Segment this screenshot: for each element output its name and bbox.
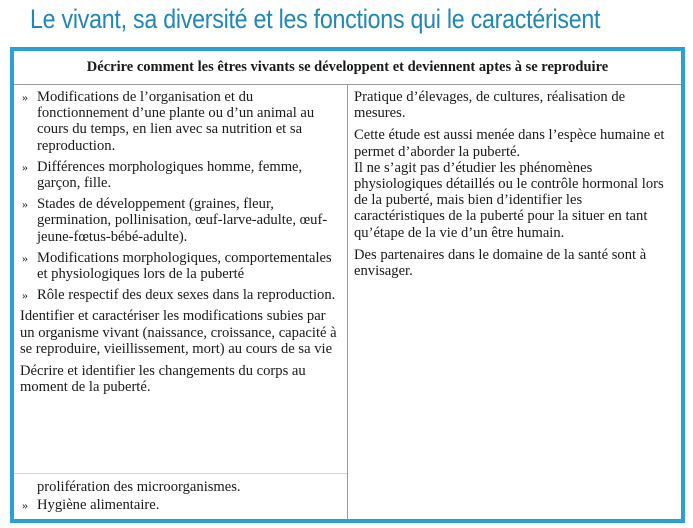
bullet-marker: » (22, 250, 28, 265)
list-item (20, 196, 342, 245)
list-item (20, 89, 342, 154)
paragraph: Identifier et caractériser les modifications subies par un organisme vivant (naissance, croissance, capacité à se reproduire, vieillissement, mort) au cours de sa vie (20, 308, 337, 357)
list-item-text: Hygiène alimentaire. (37, 497, 160, 513)
paragraph: Pratique d’élevages, de cultures, réalisation de mesures. (354, 89, 626, 122)
continued-text: prolifération des microorganismes. (37, 479, 241, 495)
list-item-text: Différences morphologiques homme, femme, garçon, fille. (37, 158, 303, 192)
list-item (20, 287, 342, 303)
left-column (20, 89, 342, 401)
paragraph: Décrire et identifier les changements du corps au moment de la puberté. (20, 363, 306, 396)
curriculum-table (10, 47, 685, 523)
page-title: Le vivant, sa diversité et les fonctions qui le caractérisent (30, 4, 601, 34)
list-item (20, 496, 342, 514)
list-item-text: Modifications de l’organisation et du fonctionnement d’une plante ou d’un animal au cours du temps, en lien avec sa nutrition et sa reproduction. (37, 89, 315, 154)
bullet-marker: » (22, 90, 28, 104)
list-item-text: Rôle respectif des deux sexes dans la reproduction. (37, 287, 336, 304)
paragraph: Il ne s’agit pas d’étudier les phénomènes physiologiques détaillés ou le contrôle hormonal lors de la puberté, mais bien d’identifier les caractéristiques de la puberté pour la situer en tant qu’étape de la vie d’un être humain. (354, 159, 664, 241)
list-item-text: Modifications morphologiques, comportementales et physiologiques lors de la puberté (37, 249, 332, 283)
bullet-marker: » (22, 159, 28, 174)
bullet-marker: » (22, 197, 28, 212)
right-column (354, 89, 676, 285)
bullet-marker: » (22, 498, 28, 512)
list-item-text: Stades de développement (graines, fleur, germination, pollinisation, œuf-larve-adulte, œuf-jeune-fœtus-bébé-adulte). (37, 196, 328, 245)
left-column-continuation (20, 478, 342, 514)
list-item (20, 159, 342, 191)
list-item (20, 250, 342, 282)
paragraph: Cette étude est aussi menée dans l’espèce humaine et permet d’aborder la puberté. (354, 127, 665, 160)
column-divider (347, 84, 348, 519)
bullet-marker: » (22, 288, 28, 303)
table-header: Décrire comment les êtres vivants se développent et deviennent aptes à se reproduire (14, 51, 681, 85)
paragraph: Des partenaires dans le domaine de la santé sont à envisager. (354, 246, 647, 280)
